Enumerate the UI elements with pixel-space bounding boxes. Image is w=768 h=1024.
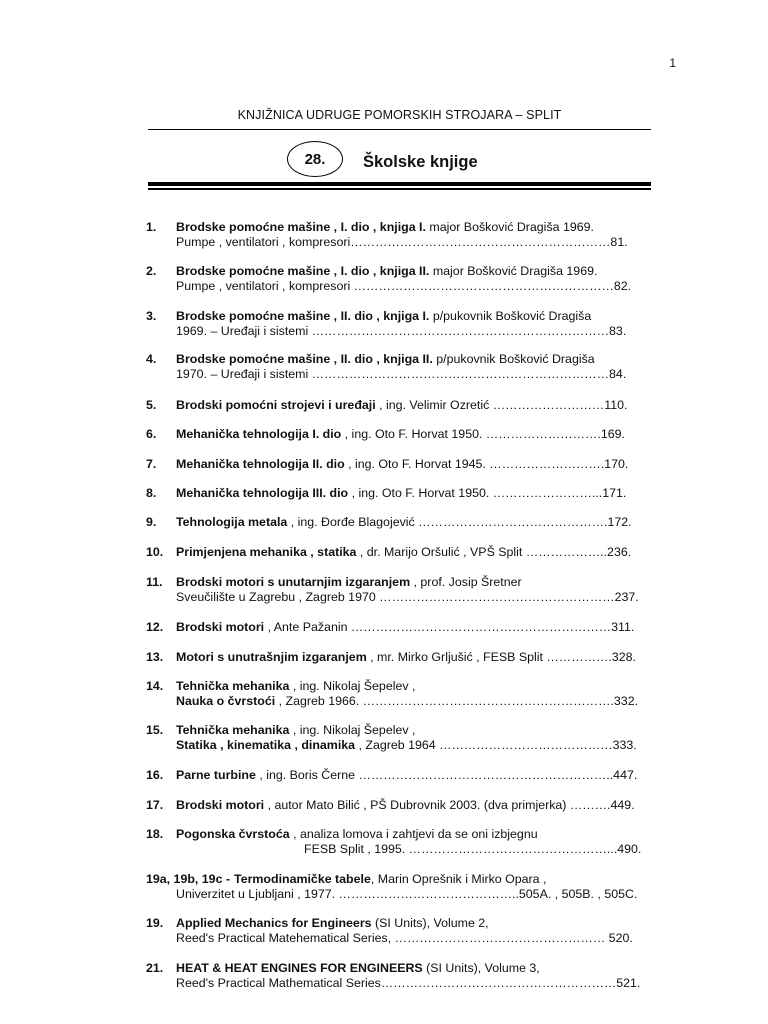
entry-title: Termodinamičke tabele xyxy=(234,872,371,886)
entry-number: 16. xyxy=(146,768,164,782)
entry-detail: 1969. – Uređaji i sistemi ………………………………………………………………83. xyxy=(176,324,627,338)
entry-detail: Sveučilište u Zagrebu , Zagreb 1970 …………………………………………………237. xyxy=(176,590,639,604)
entry-title: Mehanička tehnologija III. dio xyxy=(176,486,349,500)
entry-title: Brodski pomoćni strojevi i uređaji xyxy=(176,398,376,412)
book-entry xyxy=(146,515,666,530)
entry-number: 4. xyxy=(146,352,157,366)
entry-author: , Marin Oprešnik i Mirko Opara , xyxy=(370,872,547,886)
entry-title: Pogonska čvrstoća xyxy=(176,827,290,841)
entry-author: , ing. Oto F. Horvat 1945. ……………………….170. xyxy=(344,457,629,471)
entry-detail: 1970. – Uređaji i sistemi ………………………………………………………………84. xyxy=(176,367,627,381)
entry-detail: Reed's Practical Matehematical Series, …………………………………………… 520. xyxy=(176,931,633,945)
entry-number: 17. xyxy=(146,798,164,812)
entry-detail: Reed's Practical Mathematical Series…………………………………………………521. xyxy=(176,976,641,990)
entry-author: (SI Units), Volume 3, xyxy=(422,961,540,975)
entry-title: Brodski motori xyxy=(176,620,265,634)
entry-author: , ing. Velimir Ozretić ………………………110. xyxy=(375,398,628,412)
book-entry xyxy=(146,427,666,442)
entry-author: p/pukovnik Bošković Dragiša xyxy=(429,309,592,323)
entry-number: 21. xyxy=(146,961,164,975)
entry-author: , prof. Josip Šretner xyxy=(410,575,522,589)
entry-author: , ing. Nikolaj Šepelev , xyxy=(289,723,416,737)
entry-number: 5. xyxy=(146,398,157,412)
entry-author: , ing. Oto F. Horvat 1950. ……………………….169. xyxy=(341,427,625,441)
entry-detail xyxy=(146,738,666,753)
section-rule-thick xyxy=(148,182,651,186)
entry-number: 8. xyxy=(146,486,157,500)
entry-subtitle: Statika , kinematika , dinamika xyxy=(176,738,356,752)
entry-author: (SI Units), Volume 2, xyxy=(371,916,489,930)
entry-title: Applied Mechanics for Engineers xyxy=(176,916,372,930)
entry-title: HEAT & HEAT ENGINES FOR ENGINEERS xyxy=(176,961,423,975)
entry-title: Brodske pomoćne mašine , I. dio , knjiga I. xyxy=(176,220,426,234)
book-entry xyxy=(146,398,666,413)
entry-author: major Bošković Dragiša 1969. xyxy=(425,220,594,234)
entry-title: Primjenjena mehanika , statika xyxy=(176,545,357,559)
header-rule xyxy=(148,129,651,130)
book-entry xyxy=(146,220,666,250)
entry-title: Brodske pomoćne mašine , II. dio , knjiga I. xyxy=(176,309,430,323)
book-entry xyxy=(146,916,666,946)
entry-author: p/pukovnik Bošković Dragiša xyxy=(432,352,595,366)
book-entry xyxy=(146,264,666,294)
book-entry xyxy=(146,575,666,605)
book-entry xyxy=(146,723,666,753)
entry-author: , ing. Nikolaj Šepelev , xyxy=(289,679,416,693)
entry-number: 18. xyxy=(146,827,164,841)
entry-detail: Pumpe , ventilatori , kompresori ………………………………………………………82. xyxy=(176,279,632,293)
section-title: Školske knjige xyxy=(363,153,478,171)
entry-number: 19a, 19b, 19c - xyxy=(146,872,231,886)
book-entry xyxy=(146,486,666,501)
book-entry xyxy=(146,352,666,382)
entry-number: 6. xyxy=(146,427,157,441)
entry-detail-text: , Zagreb 1964 ……………………………………333. xyxy=(355,738,637,752)
entry-detail: Pumpe , ventilatori , kompresori………………………………………………………81. xyxy=(176,235,628,249)
entry-title: Tehnička mehanika xyxy=(176,723,290,737)
entry-author: , ing. Đorđe Blagojević ……………………………………….172. xyxy=(287,515,632,529)
entry-number: 13. xyxy=(146,650,164,664)
book-entry xyxy=(146,798,666,813)
entry-author: , Ante Pažanin ………………………………………………………311. xyxy=(264,620,635,634)
entry-author: , ing. Oto F. Horvat 1950. ……………………...171. xyxy=(348,486,627,500)
entry-title: Parne turbine xyxy=(176,768,256,782)
entry-author: , autor Mato Bilić , PŠ Dubrovnik 2003. (dva primjerka) ……….449. xyxy=(264,798,635,812)
entry-title: Mehanička tehnologija I. dio xyxy=(176,427,342,441)
entry-author: major Bošković Dragiša 1969. xyxy=(429,264,598,278)
entry-number: 10. xyxy=(146,545,164,559)
entry-number: 9. xyxy=(146,515,157,529)
entry-subtitle: Nauka o čvrstoći xyxy=(176,694,276,708)
entry-number: 1. xyxy=(146,220,157,234)
entry-author: , mr. Mirko Grljušić , FESB Split …………….328. xyxy=(366,650,636,664)
book-entry xyxy=(146,457,666,472)
library-header: KNJIŽNICA UDRUGE POMORSKIH STROJARA – SPLIT xyxy=(237,108,562,122)
entry-detail xyxy=(146,694,666,709)
book-entry xyxy=(146,961,666,991)
book-entry xyxy=(146,679,666,709)
book-entry xyxy=(146,768,666,783)
entry-number: 15. xyxy=(146,723,164,737)
entry-title: Brodski motori xyxy=(176,798,265,812)
entry-title: Tehnička mehanika xyxy=(176,679,290,693)
entry-title: Brodske pomoćne mašine , II. dio , knjiga II. xyxy=(176,352,433,366)
book-entry xyxy=(146,827,666,857)
book-entry xyxy=(146,872,666,902)
entry-number: 19. xyxy=(146,916,164,930)
entry-number: 12. xyxy=(146,620,164,634)
entry-title: Tehnologija metala xyxy=(176,515,288,529)
section-rule-thin xyxy=(148,188,651,190)
entry-detail-text: , Zagreb 1966. …………………………………………………….332. xyxy=(275,694,639,708)
entry-title: Mehanička tehnologija II. dio xyxy=(176,457,345,471)
entry-detail: Univerzitet u Ljubljani , 1977. ……………………………………..505A. , 505B. , 505C. xyxy=(176,887,638,901)
section-number-oval xyxy=(287,141,343,177)
entry-title: Brodske pomoćne mašine , I. dio , knjiga II. xyxy=(176,264,430,278)
entry-detail: FESB Split , 1995. …………………………………………...490. xyxy=(304,842,642,856)
book-entry xyxy=(146,620,666,635)
section-number: 28. xyxy=(304,150,326,168)
page-number: 1 xyxy=(669,56,676,70)
entry-number: 14. xyxy=(146,679,164,693)
entry-number: 2. xyxy=(146,264,157,278)
entry-number: 11. xyxy=(146,575,163,589)
entry-title: Motori s unutrašnjim izgaranjem xyxy=(176,650,367,664)
entry-author: , analiza lomova i zahtjevi da se oni izbjegnu xyxy=(289,827,538,841)
entry-author: , ing. Boris Černe ……………………………………………………..447. xyxy=(255,768,638,782)
book-entry xyxy=(146,650,666,665)
entry-number: 3. xyxy=(146,309,157,323)
entry-number: 7. xyxy=(146,457,157,471)
book-entry xyxy=(146,545,666,560)
entry-author: , dr. Marijo Oršulić , VPŠ Split ………………..236. xyxy=(356,545,632,559)
entry-title: Brodski motori s unutarnjim izgaranjem xyxy=(176,575,411,589)
book-entry xyxy=(146,309,666,339)
